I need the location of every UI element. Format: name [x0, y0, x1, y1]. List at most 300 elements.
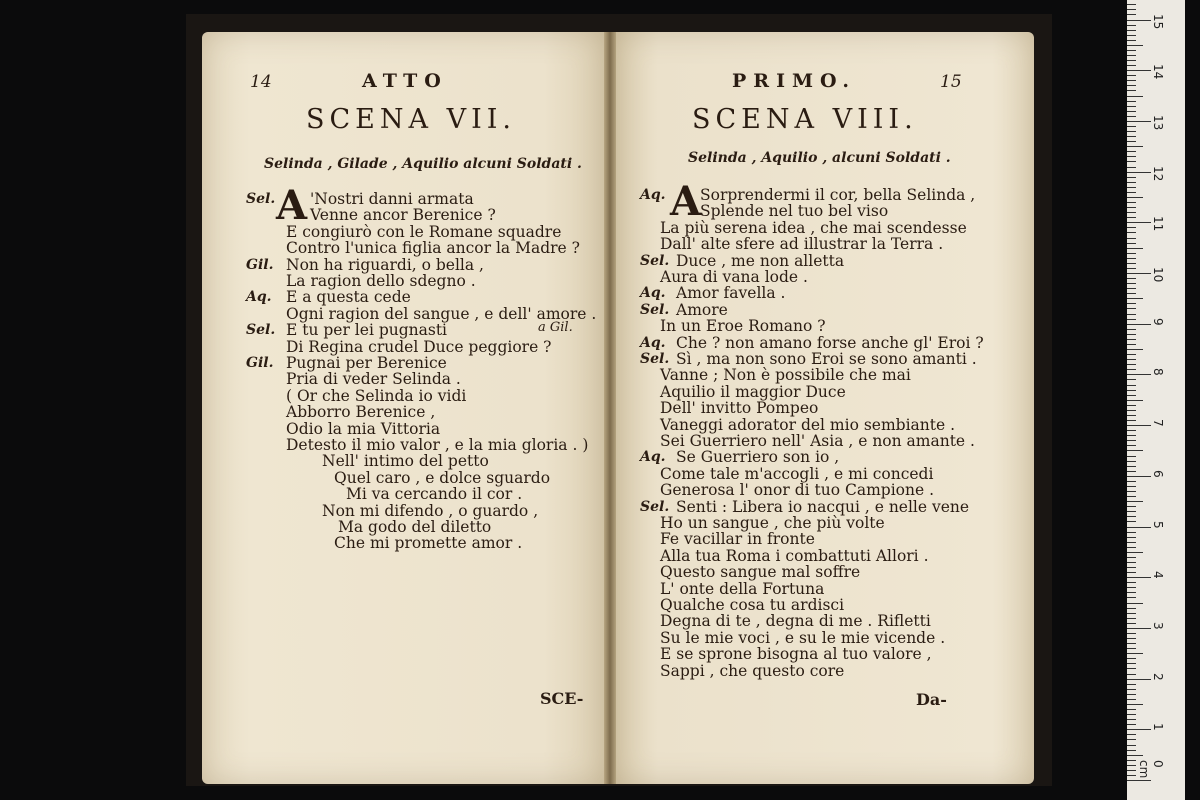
verse-text: 'Nostri danni armata [310, 190, 474, 208]
verse-line [616, 220, 1034, 236]
ruler-tick [1127, 775, 1136, 776]
verse-text: Se Guerriero son io , [676, 448, 840, 467]
verse-text: Amor favella . [676, 284, 786, 303]
verse-line [202, 273, 604, 289]
ruler-tick [1127, 527, 1151, 528]
verse-text: Non mi difendo , o guardo , [322, 501, 539, 520]
verse-line [202, 207, 604, 223]
speaker-label: Gil. [246, 256, 274, 273]
verse-line [202, 289, 604, 305]
ruler-tick [1127, 192, 1136, 193]
ruler-tick [1127, 151, 1136, 152]
ruler-tick [1127, 374, 1151, 375]
verse-text: Nell' intimo del petto [322, 452, 489, 471]
ruler-tick [1127, 425, 1151, 426]
ruler-tick [1127, 80, 1136, 81]
verse-text: Qualche cosa tu ardisci [660, 596, 845, 614]
ruler-tick [1127, 222, 1151, 223]
verse-text: ( Or che Selinda io vidi [286, 386, 467, 405]
verse-text: Che mi promette amor . [334, 534, 523, 553]
measuring-ruler [1127, 0, 1185, 800]
ruler-tick [1127, 111, 1136, 112]
ruler-tick [1127, 471, 1136, 472]
ruler-tick [1127, 633, 1136, 634]
ruler-tick [1127, 121, 1151, 122]
verse-line [202, 437, 604, 453]
verse-line [202, 519, 604, 535]
ruler-tick [1127, 643, 1136, 644]
ruler-tick [1127, 587, 1136, 588]
ruler-tick [1127, 60, 1136, 61]
ruler-tick [1127, 704, 1143, 705]
ruler-tick [1127, 298, 1143, 299]
ruler-tick [1127, 116, 1136, 117]
ruler-tick [1127, 765, 1136, 766]
ruler-tick [1127, 106, 1136, 107]
ruler-tick [1127, 172, 1151, 173]
verse-text: Odio la mia Vittoria [286, 419, 441, 438]
ruler-number: 2 [1151, 672, 1165, 681]
ruler-tick [1127, 187, 1136, 188]
verse-text: Dall' alte sfere ad illustrar la Terra . [660, 235, 944, 254]
ruler-tick [1127, 521, 1136, 522]
verse-text: E se sprone bisogna al tuo valore , [660, 645, 932, 664]
verse-text: Ma godo del diletto [338, 518, 492, 536]
ruler-tick [1127, 486, 1136, 487]
verse-line [202, 224, 604, 240]
ruler-tick [1127, 20, 1151, 21]
ruler-tick [1127, 70, 1151, 71]
verse-text: E congiurò con le Romane squadre [286, 222, 562, 241]
verse-line [202, 486, 604, 502]
ruler-tick [1127, 9, 1136, 10]
speaker-label: Sel. [246, 191, 276, 207]
verse-line [616, 269, 1034, 285]
ruler-tick [1127, 613, 1136, 614]
ruler-tick [1127, 4, 1136, 5]
ruler-tick [1127, 496, 1136, 497]
ruler-number: 12 [1151, 165, 1165, 181]
ruler-tick [1127, 450, 1143, 451]
verse-line [616, 597, 1034, 613]
ruler-tick [1127, 126, 1136, 127]
ruler-tick [1127, 552, 1143, 553]
verse-line [616, 253, 1034, 269]
speaker-label: Aq. [640, 285, 666, 302]
right-page-number: 15 [940, 72, 962, 92]
ruler-tick [1127, 435, 1136, 436]
ruler-tick [1127, 760, 1136, 761]
verse-line [202, 240, 604, 256]
verse-line [616, 482, 1034, 498]
verse-line [616, 318, 1034, 334]
ruler-tick [1127, 303, 1136, 304]
ruler-number: 8 [1151, 368, 1165, 377]
verse-line [616, 466, 1034, 482]
verse-text: Questo sangue mal soffre [660, 563, 861, 582]
ruler-tick [1127, 440, 1136, 441]
ruler-tick [1127, 729, 1151, 730]
left-scene-title: SCENA VII. [306, 104, 516, 135]
ruler-tick [1127, 461, 1136, 462]
ruler-tick [1127, 770, 1136, 771]
ruler-number: 1 [1151, 723, 1165, 731]
verse-line [616, 335, 1034, 351]
ruler-tick [1127, 146, 1143, 147]
ruler-tick [1127, 161, 1136, 162]
open-book [186, 14, 1052, 786]
speaker-label: Aq. [640, 449, 666, 466]
verse-text: Pria di veder Selinda . [286, 370, 461, 389]
verse-line [616, 384, 1034, 400]
speaker-label: Sel. [640, 351, 670, 367]
ruler-tick [1127, 663, 1136, 664]
ruler-unit-label: 0 cm [1137, 760, 1165, 779]
ruler-tick [1127, 415, 1136, 416]
ruler-tick [1127, 542, 1136, 543]
ruler-tick [1127, 755, 1143, 756]
drop-capital: A [670, 178, 702, 225]
verse-text: Pugnai per Berenice [286, 354, 447, 372]
verse-text: Sì , ma non sono Eroi se sono amanti . [676, 350, 977, 368]
ruler-tick [1127, 511, 1136, 512]
ruler-tick [1127, 537, 1136, 538]
verse-line [616, 613, 1034, 629]
ruler-tick [1127, 714, 1136, 715]
drop-capital: A [276, 182, 308, 229]
ruler-tick [1127, 288, 1136, 289]
right-catchword: Da- [916, 690, 947, 709]
verse-text: Vanne ; Non è possibile che mai [660, 366, 911, 385]
ruler-tick [1127, 354, 1136, 355]
ruler-tick [1127, 197, 1143, 198]
ruler-tick [1127, 55, 1136, 56]
ruler-number: 3 [1151, 621, 1165, 630]
ruler-tick [1127, 694, 1136, 695]
verse-line [616, 581, 1034, 597]
ruler-number: 14 [1151, 64, 1165, 80]
verse-text: Aura di vana lode . [660, 268, 808, 286]
ruler-tick [1127, 141, 1136, 142]
speaker-label: Sel. [640, 252, 670, 269]
ruler-tick [1127, 45, 1143, 46]
ruler-tick [1127, 96, 1143, 97]
ruler-tick [1127, 182, 1136, 183]
verse-text: Contro l'unica figlia ancor la Madre ? [286, 239, 580, 258]
ruler-tick [1127, 65, 1136, 66]
ruler-number: 13 [1151, 114, 1165, 131]
ruler-tick [1127, 684, 1136, 685]
verse-line [616, 203, 1034, 219]
verse-line [616, 564, 1034, 580]
right-cast-list: Selinda , Aquilio , alcuni Soldati . [688, 150, 951, 166]
ruler-tick [1127, 400, 1143, 401]
ruler-tick [1127, 314, 1136, 315]
verse-text: La più serena idea , che mai scendesse [660, 218, 967, 237]
speaker-label: Aq. [640, 334, 666, 351]
verse-line [202, 257, 604, 273]
ruler-tick [1127, 101, 1136, 102]
ruler-tick [1127, 177, 1136, 178]
speaker-label: Sel. [640, 498, 670, 515]
right-page [616, 32, 1034, 784]
verse-line [616, 285, 1034, 301]
left-page [202, 32, 604, 784]
verse-text: Come tale m'accogli , e mi concedi [660, 464, 934, 483]
ruler-tick [1127, 750, 1136, 751]
verse-line [616, 433, 1034, 449]
ruler-tick [1127, 658, 1136, 659]
ruler-tick [1127, 324, 1151, 325]
ruler-tick [1127, 167, 1136, 168]
ruler-tick [1127, 232, 1136, 233]
ruler-tick [1127, 567, 1136, 568]
verse-text: Sappi , che questo core [660, 661, 845, 680]
verse-line [202, 388, 604, 404]
ruler-tick [1127, 577, 1151, 578]
verse-text: Generosa l' onor di tuo Campione . [660, 481, 934, 500]
verse-text: Ho un sangue , che più volte [660, 514, 885, 532]
ruler-tick [1127, 516, 1136, 517]
verse-line [616, 663, 1034, 679]
verse-text: Vaneggi adorator del mio sembiante . [660, 415, 956, 434]
verse-line [616, 531, 1034, 547]
ruler-tick [1127, 273, 1151, 274]
ruler-tick [1127, 689, 1136, 690]
ruler-tick [1127, 780, 1151, 781]
ruler-tick [1127, 329, 1136, 330]
ruler-tick [1127, 628, 1151, 629]
speaker-label: Aq. [246, 289, 272, 306]
ruler-tick [1127, 532, 1136, 533]
ruler-tick [1127, 592, 1136, 593]
ruler-tick [1127, 653, 1143, 654]
ruler-tick [1127, 608, 1136, 609]
ruler-tick [1127, 506, 1136, 507]
verse-text: Splende nel tuo bel viso [700, 202, 889, 221]
ruler-tick [1127, 40, 1136, 41]
verse-line [616, 400, 1034, 416]
ruler-tick [1127, 456, 1136, 457]
ruler-number: 6 [1151, 469, 1165, 478]
ruler-tick [1127, 466, 1136, 467]
ruler-tick [1127, 283, 1136, 284]
right-running-head: PRIMO. [732, 70, 857, 92]
ruler-tick [1127, 278, 1136, 279]
verse-line [202, 421, 604, 437]
verse-line [202, 535, 604, 551]
ruler-tick [1127, 405, 1136, 406]
verse-text: Sei Guerriero nell' Asia , e non amante . [660, 432, 975, 450]
ruler-tick [1127, 547, 1136, 548]
ruler-tick [1127, 248, 1143, 249]
ruler-tick [1127, 491, 1136, 492]
verse-text: La ragion dello sdegno . [286, 272, 476, 290]
ruler-tick [1127, 430, 1136, 431]
ruler-tick [1127, 679, 1151, 680]
ruler-tick [1127, 131, 1136, 132]
ruler-tick [1127, 745, 1136, 746]
ruler-tick [1127, 668, 1136, 669]
speaker-label: Sel. [640, 301, 670, 318]
verse-line [616, 351, 1034, 367]
ruler-tick [1127, 623, 1136, 624]
verse-text: Sorprendermi il cor, bella Selinda , [700, 186, 976, 204]
ruler-tick [1127, 136, 1136, 137]
ruler-tick [1127, 90, 1136, 91]
ruler-tick [1127, 156, 1136, 157]
ruler-tick [1127, 253, 1136, 254]
ruler-tick [1127, 349, 1143, 350]
left-page-number: 14 [250, 72, 272, 92]
verse-line [202, 404, 604, 420]
ruler-tick [1127, 385, 1136, 386]
verse-text: Senti : Libera io nacqui , e nelle vene [676, 497, 970, 516]
ruler-tick [1127, 557, 1136, 558]
ruler-number: 15 [1151, 13, 1165, 29]
ruler-tick [1127, 618, 1136, 619]
ruler-tick [1127, 75, 1136, 76]
ruler-tick [1127, 603, 1143, 604]
ruler-tick [1127, 25, 1136, 26]
ruler-tick [1127, 724, 1136, 725]
verse-text: Aquilio il maggior Duce [660, 382, 846, 401]
verse-line [202, 339, 604, 355]
ruler-number: 4 [1151, 571, 1165, 579]
verse-line [616, 236, 1034, 252]
verse-line [202, 371, 604, 387]
verse-line [616, 630, 1034, 646]
ruler-number: 11 [1151, 216, 1165, 232]
ruler-tick [1127, 359, 1136, 360]
verse-text: Detesto il mio valor , e la mia gloria . ) [286, 436, 589, 454]
left-running-head: ATTO [362, 70, 448, 92]
ruler-tick [1127, 739, 1136, 740]
verse-line [616, 417, 1034, 433]
verse-line [616, 499, 1034, 515]
ruler-tick [1127, 238, 1136, 239]
ruler-tick [1127, 638, 1136, 639]
verse-line [202, 453, 604, 469]
ruler-tick [1127, 379, 1136, 380]
ruler-tick [1127, 344, 1136, 345]
book-gutter [604, 32, 616, 784]
speaker-label: Sel. [246, 322, 276, 339]
ruler-number: 9 [1151, 317, 1165, 326]
speaker-label: Gil. [246, 355, 274, 371]
verse-text: Mi va cercando il cor . [346, 485, 523, 504]
ruler-tick [1127, 709, 1136, 710]
verse-text: Amore [676, 300, 728, 319]
ruler-tick [1127, 207, 1136, 208]
verse-line [616, 367, 1034, 383]
ruler-tick [1127, 562, 1136, 563]
verse-line [616, 646, 1034, 662]
verse-line [616, 515, 1034, 531]
verse-text: Ogni ragion del sangue , e dell' amore . [286, 304, 597, 323]
ruler-number: 5 [1151, 520, 1165, 529]
verse-text: Di Regina crudel Duce peggiore ? [286, 337, 552, 356]
verse-text: Duce , me non alletta [676, 251, 845, 270]
verse-text: Su le mie voci , e su le mie vicende . [660, 628, 946, 647]
ruler-tick [1127, 85, 1136, 86]
verse-text: Alla tua Roma i combattuti Allori . [660, 546, 929, 565]
ruler-tick [1127, 319, 1136, 320]
ruler-tick [1127, 734, 1136, 735]
verse-text: Degna di te , degna di me . Rifletti [660, 612, 931, 631]
ruler-tick [1127, 410, 1136, 411]
ruler-tick [1127, 572, 1136, 573]
left-catchword: SCE- [540, 689, 584, 708]
ruler-tick [1127, 420, 1136, 421]
speaker-label: Aq. [640, 187, 666, 203]
ruler-tick [1127, 597, 1136, 598]
ruler-tick [1127, 334, 1136, 335]
right-scene-title: SCENA VIII. [692, 104, 918, 135]
ruler-tick [1127, 674, 1136, 675]
verse-text: Abborro Berenice , [286, 403, 436, 422]
verse-line [616, 449, 1034, 465]
ruler-tick [1127, 501, 1143, 502]
verse-line [616, 548, 1034, 564]
ruler-tick [1127, 481, 1136, 482]
ruler-tick [1127, 390, 1136, 391]
ruler-tick [1127, 476, 1151, 477]
ruler-tick [1127, 699, 1136, 700]
ruler-tick [1127, 258, 1136, 259]
ruler-tick [1127, 35, 1136, 36]
verse-line [202, 470, 604, 486]
ruler-tick [1127, 243, 1136, 244]
ruler-tick [1127, 364, 1136, 365]
ruler-tick [1127, 582, 1136, 583]
verse-text: Fe vacillar in fronte [660, 530, 815, 549]
ruler-tick [1127, 202, 1136, 203]
ruler-tick [1127, 445, 1136, 446]
ruler-tick [1127, 30, 1136, 31]
left-stage-direction: a Gil. [538, 320, 573, 335]
ruler-tick [1127, 369, 1136, 370]
verse-text: E tu per lei pugnasti [286, 321, 448, 340]
ruler-tick [1127, 308, 1136, 309]
ruler-tick [1127, 395, 1136, 396]
verse-line [616, 302, 1034, 318]
ruler-number: 10 [1151, 267, 1165, 283]
ruler-tick [1127, 268, 1136, 269]
verse-text: Che ? non amano forse anche gl' Eroi ? [676, 333, 984, 352]
ruler-tick [1127, 14, 1136, 15]
verse-text: Quel caro , e dolce sguardo [334, 468, 551, 487]
verse-text: Venne ancor Berenice ? [310, 206, 496, 225]
verse-text: L' onte della Fortuna [660, 579, 825, 598]
verse-line [202, 503, 604, 519]
ruler-tick [1127, 227, 1136, 228]
verse-line [202, 355, 604, 371]
ruler-tick [1127, 648, 1136, 649]
ruler-tick [1127, 263, 1136, 264]
ruler-tick [1127, 212, 1136, 213]
left-cast-list: Selinda , Gilade , Aquilio alcuni Soldati . [264, 156, 582, 172]
ruler-tick [1127, 719, 1136, 720]
ruler-tick [1127, 217, 1136, 218]
ruler-tick [1127, 293, 1136, 294]
ruler-number: 7 [1151, 419, 1165, 427]
verse-text: Non ha riguardi, o bella , [286, 255, 484, 274]
ruler-tick [1127, 339, 1136, 340]
verse-text: In un Eroe Romano ? [660, 317, 826, 336]
ruler-tick [1127, 50, 1136, 51]
verse-text: Dell' invitto Pompeo [660, 399, 819, 418]
